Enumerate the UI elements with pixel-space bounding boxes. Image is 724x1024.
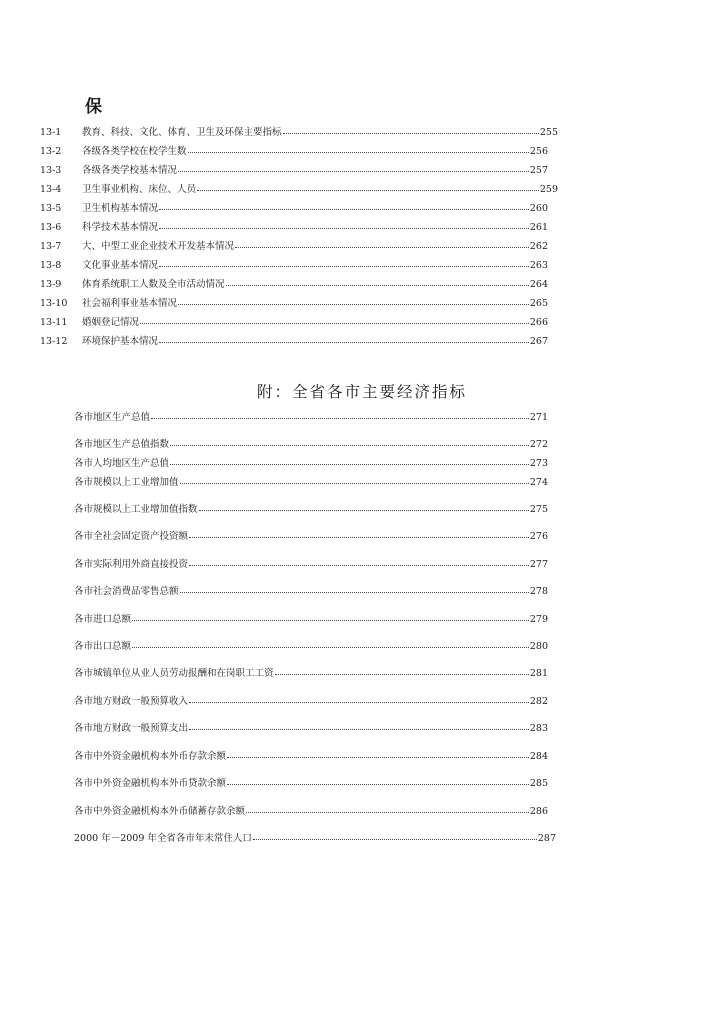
dot-leader — [253, 838, 537, 840]
entry-title: 各市地方财政一般预算支出 — [74, 723, 189, 734]
appendix-entry[interactable] — [74, 751, 548, 763]
dot-leader — [189, 536, 529, 538]
entry-title: 大、中型工业企业技术开发基本情况 — [82, 241, 235, 252]
entry-title: 婚姻登记情况 — [82, 317, 140, 328]
entry-title: 各市规模以上工业增加值指数 — [74, 504, 198, 515]
entry-page: 266 — [529, 317, 548, 328]
entry-number: 13-10 — [40, 298, 68, 309]
entry-title: 各市规模以上工业增加值 — [74, 477, 179, 488]
entry-number: 13-9 — [40, 279, 62, 290]
entry-title: 2000 年－2009 年全省各市年末常住人口 — [74, 833, 252, 844]
appendix-entry[interactable] — [74, 531, 548, 543]
entry-page: 280 — [529, 641, 548, 652]
entry-page: 274 — [529, 477, 548, 488]
dot-leader — [199, 509, 529, 511]
entry-page: 257 — [529, 165, 548, 176]
entry-page: 283 — [529, 723, 548, 734]
appendix-entry[interactable] — [74, 412, 548, 424]
dot-leader — [180, 482, 529, 484]
entry-title: 各市地方财政一般预算收入 — [74, 696, 189, 707]
entry-number: 13-8 — [40, 260, 62, 271]
entry-number: 13-4 — [40, 184, 62, 195]
entry-page: 276 — [529, 531, 548, 542]
entry-title: 卫生机构基本情况 — [82, 203, 159, 214]
entry-number: 13-11 — [40, 317, 68, 328]
entry-page: 265 — [529, 298, 548, 309]
entry-title: 各市地区生产总值指数 — [74, 439, 170, 450]
entry-title: 社会福利事业基本情况 — [82, 298, 178, 309]
entry-page: 263 — [529, 260, 548, 271]
entry-title: 教育、科技、文化、体育、卫生及环保主要指标 — [82, 127, 282, 138]
entry-title: 各市实际利用外商直接投资 — [74, 559, 189, 570]
entry-page: 267 — [529, 336, 548, 347]
appendix-entry[interactable] — [74, 504, 548, 516]
entry-title: 各市中外资金融机构本外币贷款余额 — [74, 778, 227, 789]
appendix-entry[interactable] — [74, 696, 548, 708]
appendix-entry[interactable] — [74, 458, 548, 470]
entry-page: 285 — [529, 778, 548, 789]
dot-leader — [189, 728, 529, 730]
appendix-entry[interactable] — [74, 833, 556, 845]
entry-page: 279 — [529, 614, 548, 625]
dot-leader — [151, 417, 529, 419]
entry-number: 13-5 — [40, 203, 62, 214]
section-heading: 保 — [85, 97, 103, 117]
entry-number: 13-12 — [40, 336, 68, 347]
dot-leader — [227, 783, 529, 785]
entry-page: 275 — [529, 504, 548, 515]
dot-leader — [132, 646, 529, 648]
entry-page: 271 — [529, 412, 548, 423]
dot-leader — [170, 444, 529, 446]
entry-title: 各市进口总额 — [74, 614, 132, 625]
entry-number: 13-3 — [40, 165, 62, 176]
entry-page: 282 — [529, 696, 548, 707]
entry-title: 卫生事业机构、床位、人员 — [82, 184, 197, 195]
entry-page: 259 — [539, 184, 558, 195]
entry-title: 各市中外资金融机构本外币存款余额 — [74, 751, 227, 762]
entry-title: 各市出口总额 — [74, 641, 132, 652]
entry-page: 255 — [539, 127, 558, 138]
appendix-entry[interactable] — [74, 439, 548, 451]
entry-title: 各市地区生产总值 — [74, 412, 151, 423]
entry-title: 环境保护基本情况 — [82, 336, 159, 347]
dot-leader — [227, 756, 529, 758]
appendix-entry[interactable] — [74, 614, 548, 626]
appendix-entry[interactable] — [74, 477, 548, 489]
entry-page: 262 — [529, 241, 548, 252]
dot-leader — [189, 701, 529, 703]
entry-number: 13-1 — [40, 127, 62, 138]
entry-title: 各市中外资金融机构本外币储蓄存款余额 — [74, 806, 246, 817]
entry-page: 273 — [529, 458, 548, 469]
appendix-entry[interactable] — [74, 668, 548, 680]
appendix-title: 附：全省各市主要经济指标 — [256, 383, 467, 401]
dot-leader — [180, 591, 529, 593]
entry-number: 13-2 — [40, 146, 62, 157]
entry-page: 284 — [529, 751, 548, 762]
dot-leader — [132, 619, 529, 621]
entry-number: 13-6 — [40, 222, 62, 233]
appendix-entry[interactable] — [74, 586, 548, 598]
appendix-entry[interactable] — [74, 559, 548, 571]
entry-page: 278 — [529, 586, 548, 597]
entry-number: 13-7 — [40, 241, 62, 252]
entry-page: 260 — [529, 203, 548, 214]
entry-page: 287 — [537, 833, 556, 844]
dot-leader — [246, 811, 529, 813]
appendix-entry[interactable] — [74, 641, 548, 653]
entry-title: 各级各类学校基本情况 — [82, 165, 178, 176]
entry-page: 261 — [529, 222, 548, 233]
entry-page: 281 — [529, 668, 548, 679]
entry-page: 264 — [529, 279, 548, 290]
appendix-entry[interactable] — [74, 778, 548, 790]
entry-page: 272 — [529, 439, 548, 450]
entry-title: 各市社会消费品零售总额 — [74, 586, 179, 597]
entry-page: 256 — [529, 146, 548, 157]
dot-leader — [275, 673, 529, 675]
entry-title: 各市全社会固定资产投资额 — [74, 531, 189, 542]
entry-page: 286 — [529, 806, 548, 817]
dot-leader — [189, 564, 529, 566]
entry-title: 各市城镇单位从业人员劳动报酬和在岗职工工资 — [74, 668, 274, 679]
appendix-entry[interactable] — [74, 806, 548, 818]
entry-title: 各市人均地区生产总值 — [74, 458, 170, 469]
entry-title: 各级各类学校在校学生数 — [82, 146, 187, 157]
dot-leader — [170, 463, 529, 465]
entry-title: 文化事业基本情况 — [82, 260, 159, 271]
appendix-entry[interactable] — [74, 723, 548, 735]
entry-title: 科学技术基本情况 — [82, 222, 159, 233]
entry-page: 277 — [529, 559, 548, 570]
entry-title: 体育系统职工人数及全市活动情况 — [82, 279, 225, 290]
